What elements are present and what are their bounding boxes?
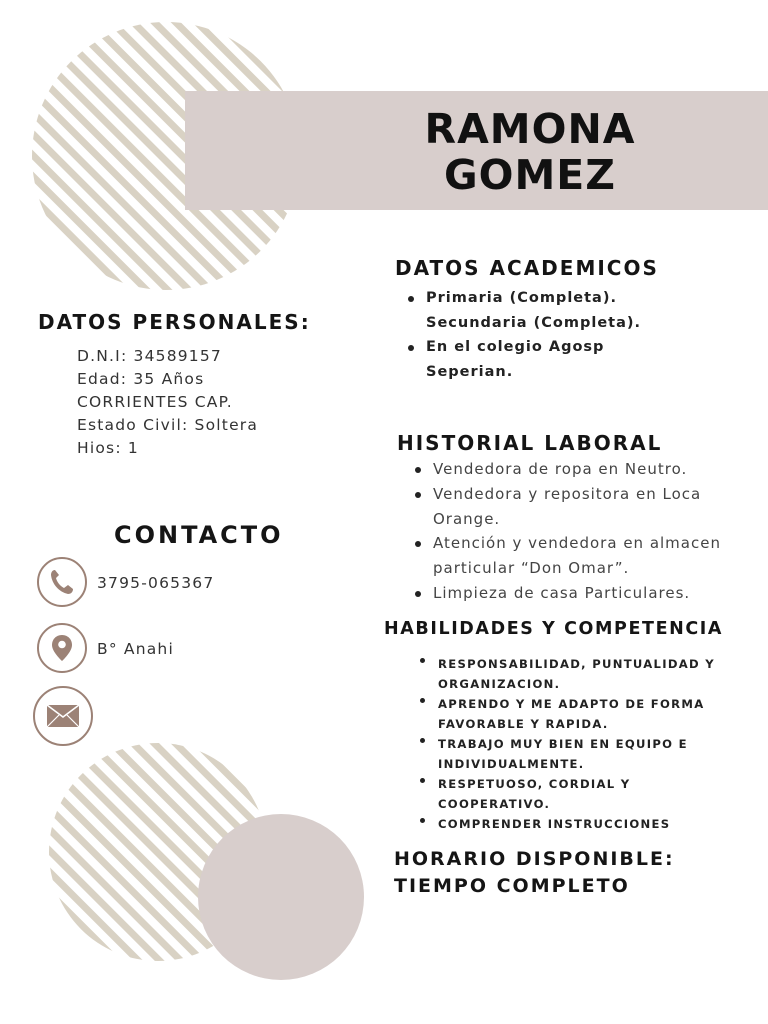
list-item: TRABAJO MUY BIEN EN EQUIPO E INDIVIDUALMENTE. xyxy=(418,734,718,774)
skills-heading: HABILIDADES Y COMPETENCIA xyxy=(384,619,724,639)
schedule-heading: HORARIO DISPONIBLE: xyxy=(394,848,675,870)
contact-phone: 3795-065367 xyxy=(97,574,215,592)
work-list xyxy=(413,457,753,606)
list-item: En el colegio Agosp Seperian. xyxy=(406,335,636,384)
academic-list xyxy=(406,286,746,384)
personal-details xyxy=(77,345,258,460)
personal-age: Edad: 35 Años xyxy=(77,370,205,388)
work-heading: HISTORIAL LABORAL xyxy=(397,431,663,455)
list-item: Vendedora y repositora en Loca Orange. xyxy=(413,482,733,532)
personal-city: CORRIENTES CAP. xyxy=(77,393,233,411)
list-item: COMPRENDER INSTRUCCIONES xyxy=(418,814,728,834)
envelope-icon xyxy=(33,686,93,746)
academic-heading: DATOS ACADEMICOS xyxy=(395,256,659,280)
list-item: Primaria (Completa). Secundaria (Completa). xyxy=(406,286,676,335)
first-name: RAMONA xyxy=(424,105,636,153)
schedule-value: TIEMPO COMPLETO xyxy=(394,875,630,897)
list-item: RESPONSABILIDAD, PUNTUALIDAD Y ORGANIZACION. xyxy=(418,654,718,694)
list-item: RESPETUOSO, CORDIAL Y COOPERATIVO. xyxy=(418,774,658,814)
last-name: GOMEZ xyxy=(443,151,617,199)
personal-civil-status: Estado Civil: Soltera xyxy=(77,416,259,434)
phone-icon xyxy=(37,557,87,607)
list-item: Vendedora de ropa en Neutro. xyxy=(413,457,753,482)
personal-heading: DATOS PERSONALES: xyxy=(38,310,311,334)
personal-dni: D.N.I: 34589157 xyxy=(77,347,222,365)
list-item: APRENDO Y ME ADAPTO DE FORMA FAVORABLE Y RAPIDA. xyxy=(418,694,718,734)
personal-children: Hios: 1 xyxy=(77,439,139,457)
skills-list xyxy=(418,654,748,834)
contact-heading: CONTACTO xyxy=(114,521,284,549)
list-item: Atención y vendedora en almacen particular “Don Omar”. xyxy=(413,531,733,581)
list-item: Limpieza de casa Particulares. xyxy=(413,581,753,606)
contact-address: B° Anahi xyxy=(97,640,174,658)
solid-circle-bottom xyxy=(198,814,364,980)
location-pin-icon xyxy=(37,623,87,673)
